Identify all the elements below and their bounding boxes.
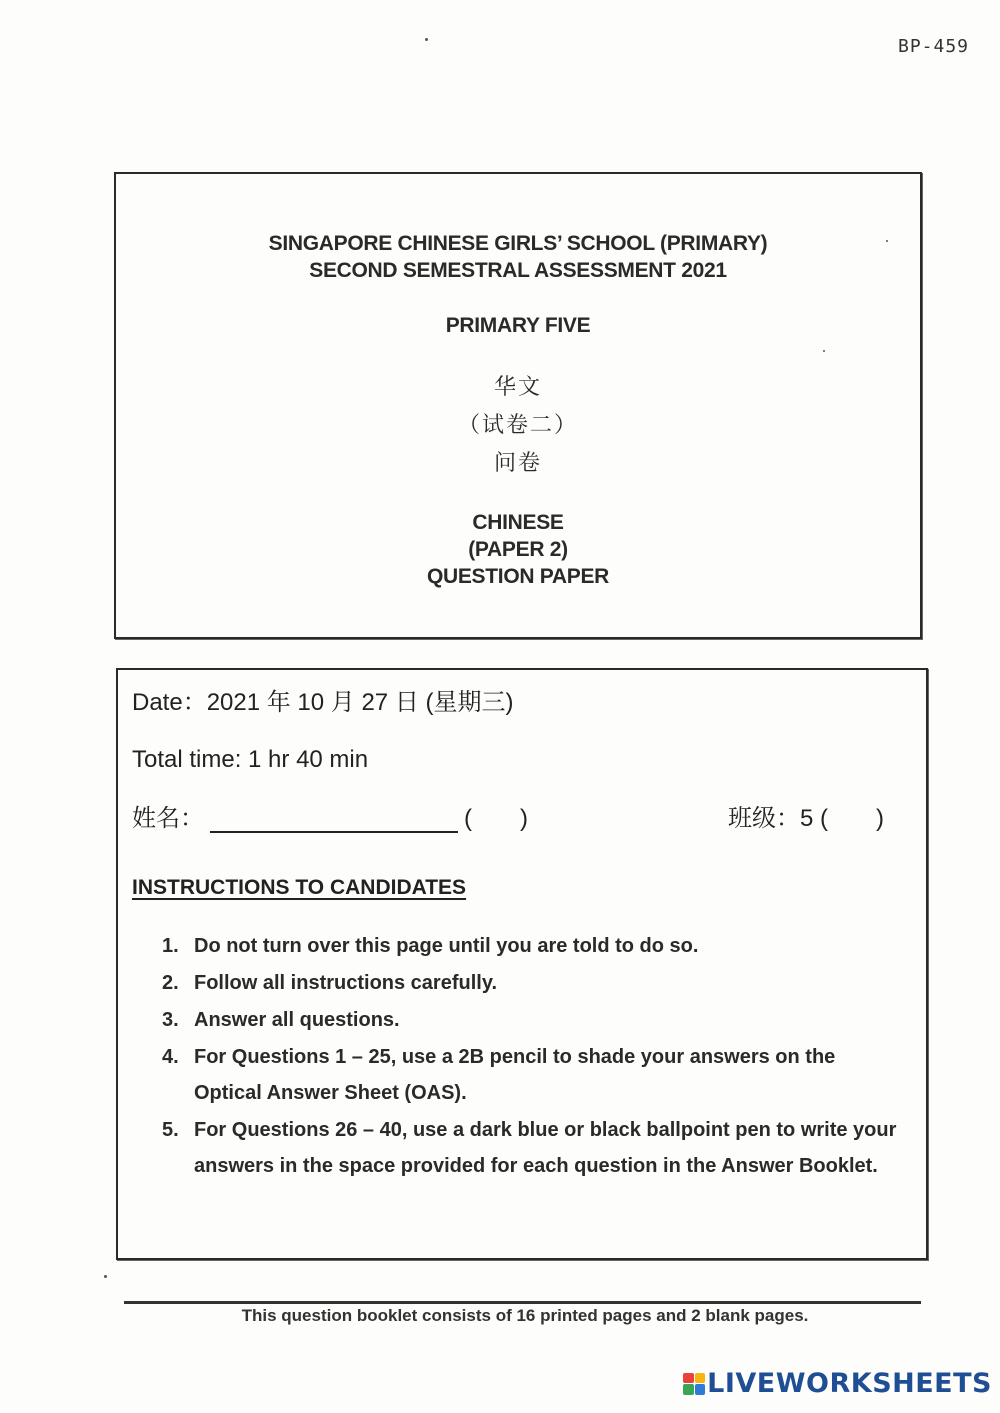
name-label: 姓名： — [132, 805, 204, 832]
paper-english: (PAPER 2) — [468, 538, 568, 561]
instruction-text: For Questions 26 – 40, use a dark blue or black ballpoint pen to write your answers in the space provided for each question in the Answer Booklet. — [194, 1119, 897, 1177]
assessment-title: SECOND SEMESTRAL ASSESSMENT 2021 — [309, 259, 727, 282]
subject-chinese: 华文 — [493, 375, 542, 400]
instruction-item — [162, 928, 897, 964]
scan-speck — [104, 1275, 107, 1278]
instructions-heading: INSTRUCTIONS TO CANDIDATES — [132, 876, 467, 899]
exam-date: Date：2021 年 10 月 27 日 (星期三) — [132, 689, 514, 716]
liveworksheets-logo[interactable] — [683, 1368, 992, 1399]
liveworksheets-icon — [683, 1373, 705, 1395]
page-count-note: This question booklet consists of 16 printed pages and 2 blank pages. — [241, 1306, 809, 1325]
school-name: SINGAPORE CHINESE GIRLS’ SCHOOL (PRIMARY) — [268, 232, 768, 255]
instruction-number: 5. — [162, 1119, 179, 1141]
instruction-number: 2. — [162, 972, 179, 994]
logo-tile — [683, 1373, 694, 1384]
name-blank[interactable] — [210, 809, 458, 833]
name-row — [132, 798, 528, 833]
type-english: QUESTION PAPER — [426, 565, 610, 588]
logo-tile — [683, 1384, 694, 1395]
instruction-number: 3. — [162, 1009, 179, 1031]
class-label: 班级：5 ( ) — [728, 805, 884, 832]
instruction-number: 4. — [162, 1046, 179, 1068]
footer-divider — [124, 1301, 921, 1304]
type-chinese: 问卷 — [493, 451, 542, 476]
logo-tile — [695, 1384, 706, 1395]
subject-english: CHINESE — [472, 511, 564, 534]
instruction-text: For Questions 1 – 25, use a 2B pencil to shade your answers on the Optical Answer Sheet (OAS). — [194, 1046, 836, 1104]
total-time: Total time: 1 hr 40 min — [132, 746, 369, 773]
instruction-item — [162, 1002, 897, 1038]
liveworksheets-wordmark: LIVEWORKSHEETS — [707, 1368, 992, 1399]
instruction-number: 1. — [162, 935, 179, 957]
candidate-info-box — [116, 668, 928, 1260]
level-label: PRIMARY FIVE — [445, 314, 591, 337]
instruction-text: Answer all questions. — [194, 1009, 400, 1031]
instruction-text: Follow all instructions carefully. — [194, 972, 498, 994]
instruction-item — [162, 1112, 897, 1184]
paper-chinese: （试卷二） — [457, 413, 578, 438]
instruction-item — [162, 1039, 897, 1111]
instructions-list — [162, 928, 897, 1185]
logo-tile — [695, 1373, 706, 1384]
index-number-bracket: ( ) — [464, 805, 528, 832]
instruction-text: Do not turn over this page until you are told to do so. — [194, 935, 699, 957]
scan-speck — [425, 38, 428, 41]
document-code: BP-459 — [898, 36, 970, 57]
cover-header-box — [114, 172, 922, 639]
instruction-item — [162, 965, 897, 1001]
